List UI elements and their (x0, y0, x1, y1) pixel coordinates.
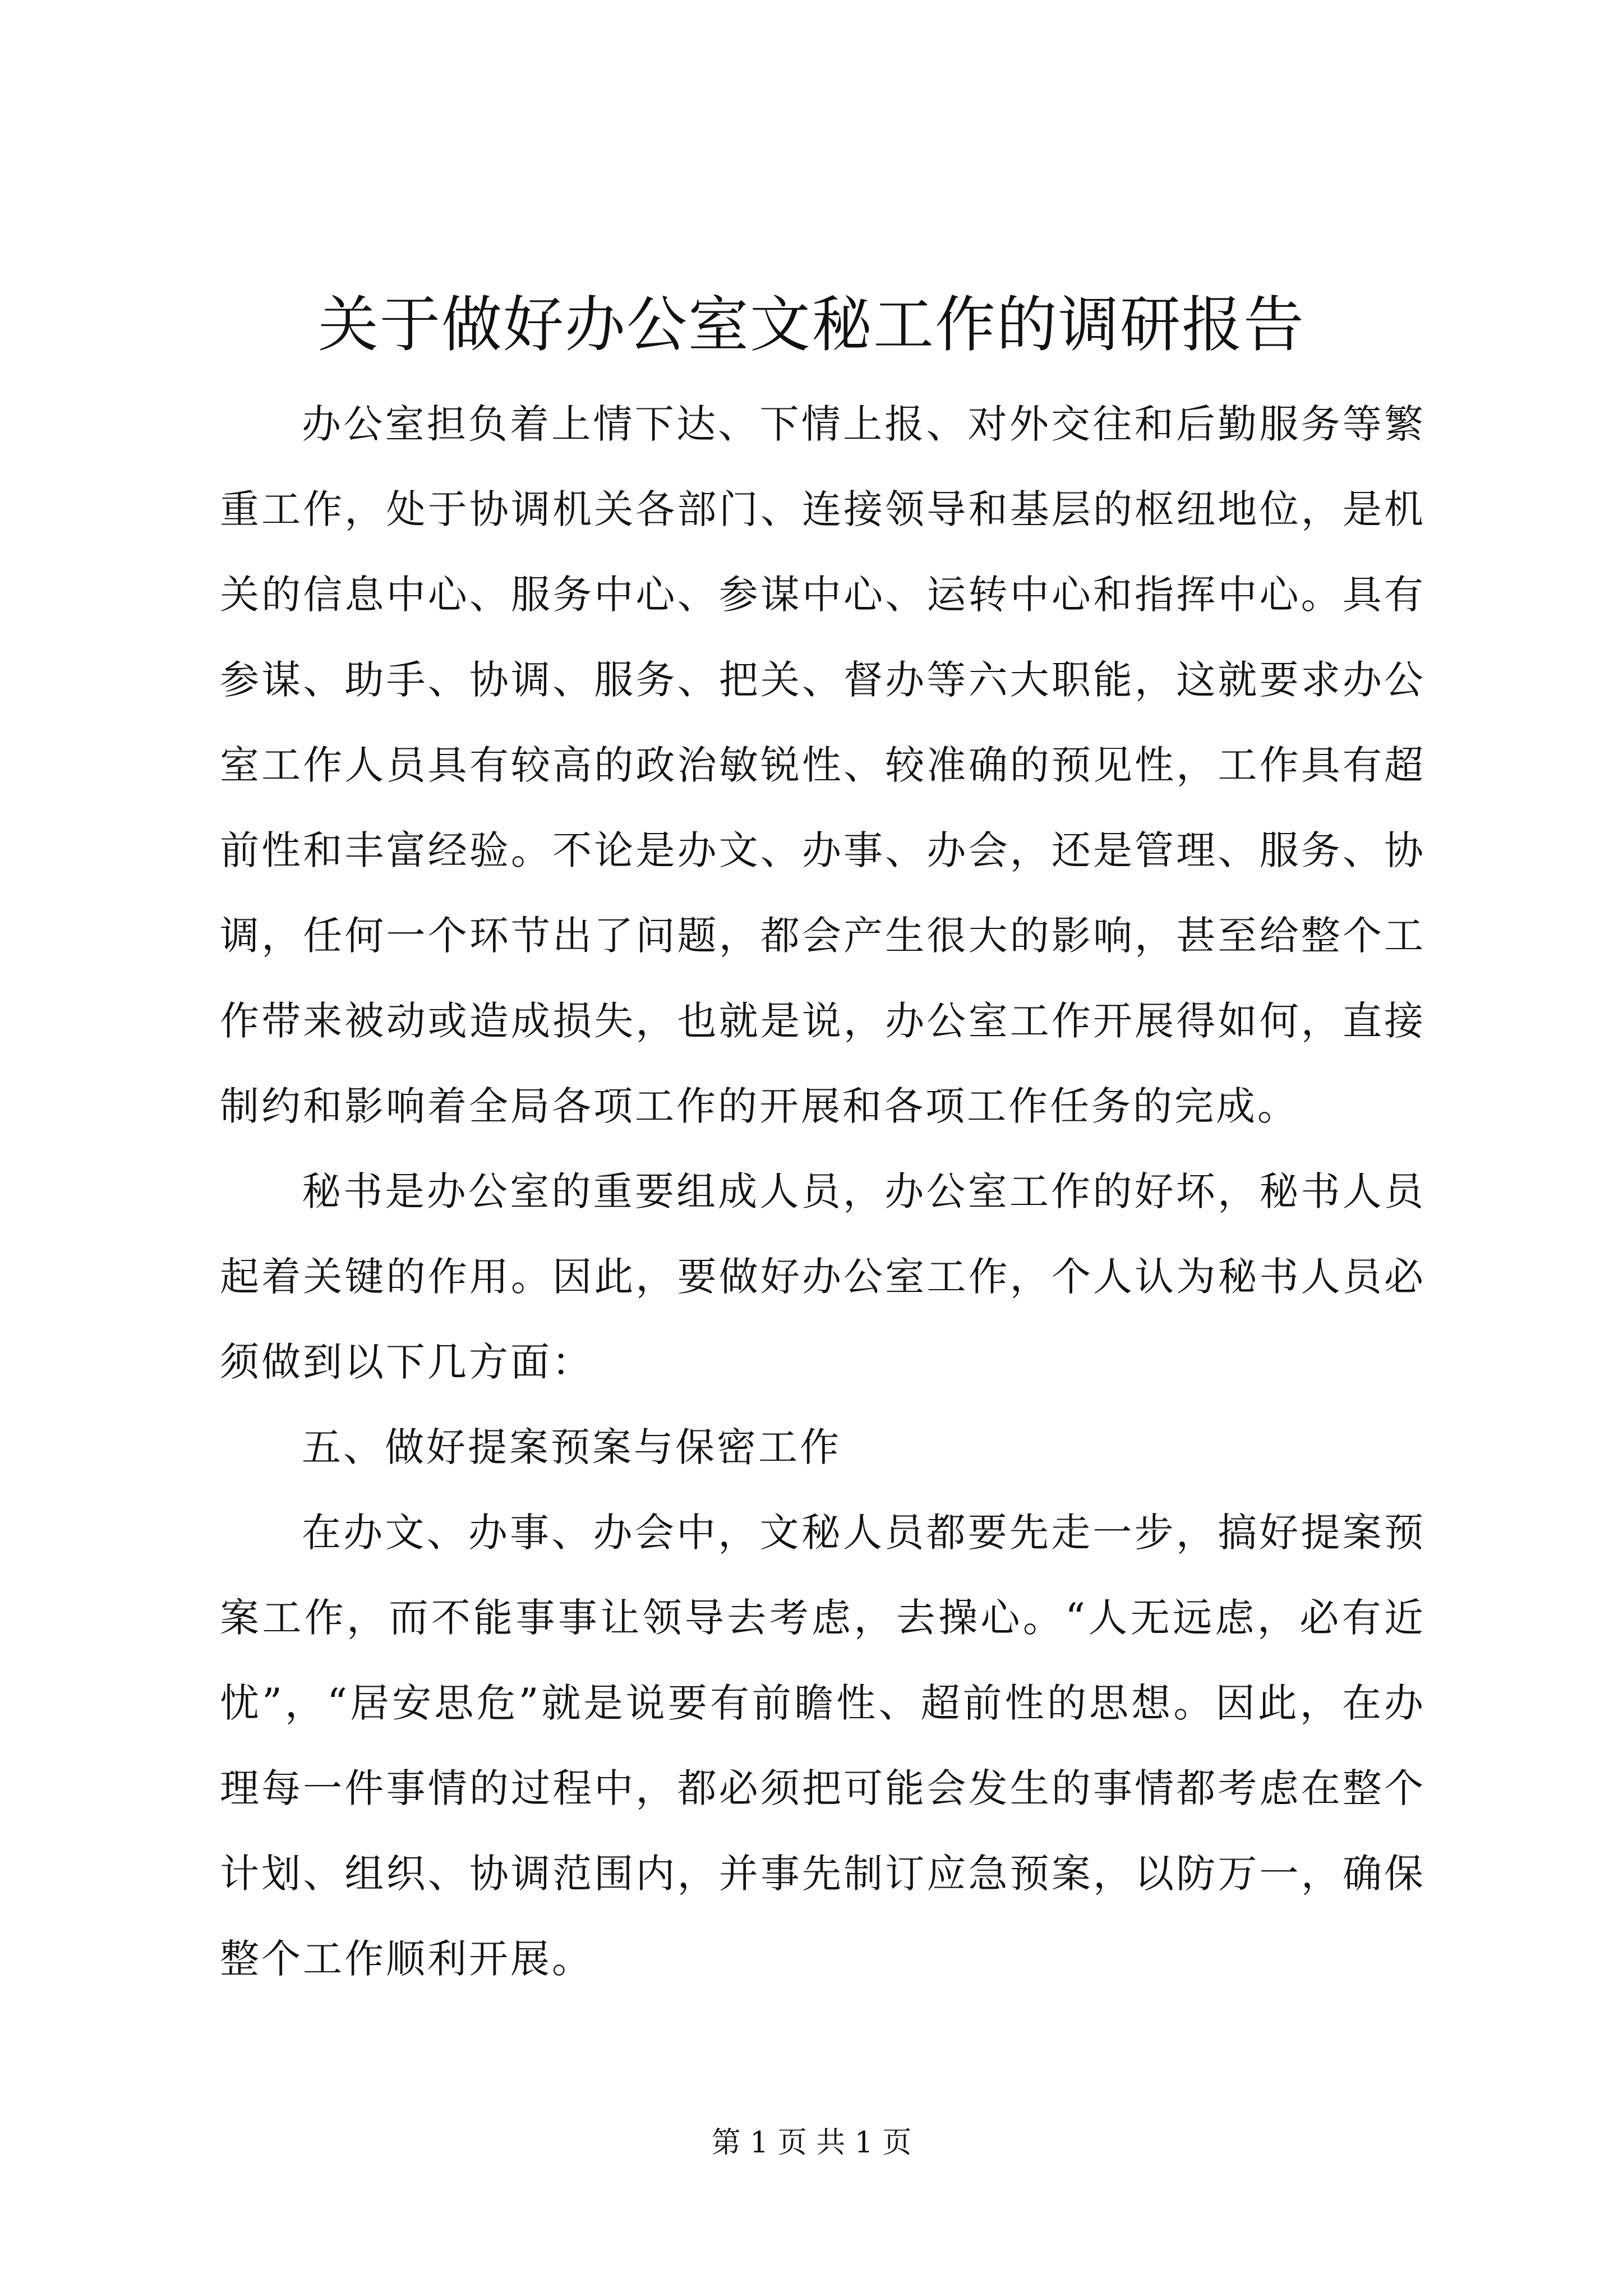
section-heading: 五、做好提案预案与保密工作 (302, 1424, 841, 1470)
paragraph-planning: 在办文、办事、办会中，文秘人员都要先走一步，搞好提案预案工作，而不能事事让领导去考虑，去操心。“人无远虑，必有近忧”，“居安思危”就是说要有前瞻性、超前性的思想。因此，在办理每一件事情的过程中，都必须把可能会发生的事情都考虑在整个计划、组织、协调范围内，并事先制订应急预案，以防万一，确保整个工作顺利开展。 (220, 1510, 1426, 1982)
document-title: 关于做好办公室文秘工作的调研报告 (317, 290, 1305, 360)
document-body (220, 381, 1426, 2001)
paragraph-intro: 办公室担负着上情下达、下情上报、对外交往和后勤服务等繁重工作，处于协调机关各部门、连接领导和基层的枢纽地位，是机关的信息中心、服务中心、参谋中心、运转中心和指挥中心。具有参谋、助手、协调、服务、把关、督办等六大职能，这就要求办公室工作人员具有较高的政治敏锐性、较准确的预见性，工作具有超前性和丰富经验。不论是办文、办事、办会，还是管理、服务、协调，任何一个环节出了问题，都会产生很大的影响，甚至给整个工作带来被动或造成损失，也就是说，办公室工作开展得如何，直接制约和影响着全局各项工作的开展和各项工作任务的完成。 (220, 401, 1426, 1129)
paragraph-secretary-role: 秘书是办公室的重要组成人员，办公室工作的好坏，秘书人员起着关键的作用。因此，要做好办公室工作，个人认为秘书人员必须做到以下几方面： (220, 1168, 1426, 1385)
page-footer: 第 1 页 共 1 页 (711, 2126, 912, 2160)
